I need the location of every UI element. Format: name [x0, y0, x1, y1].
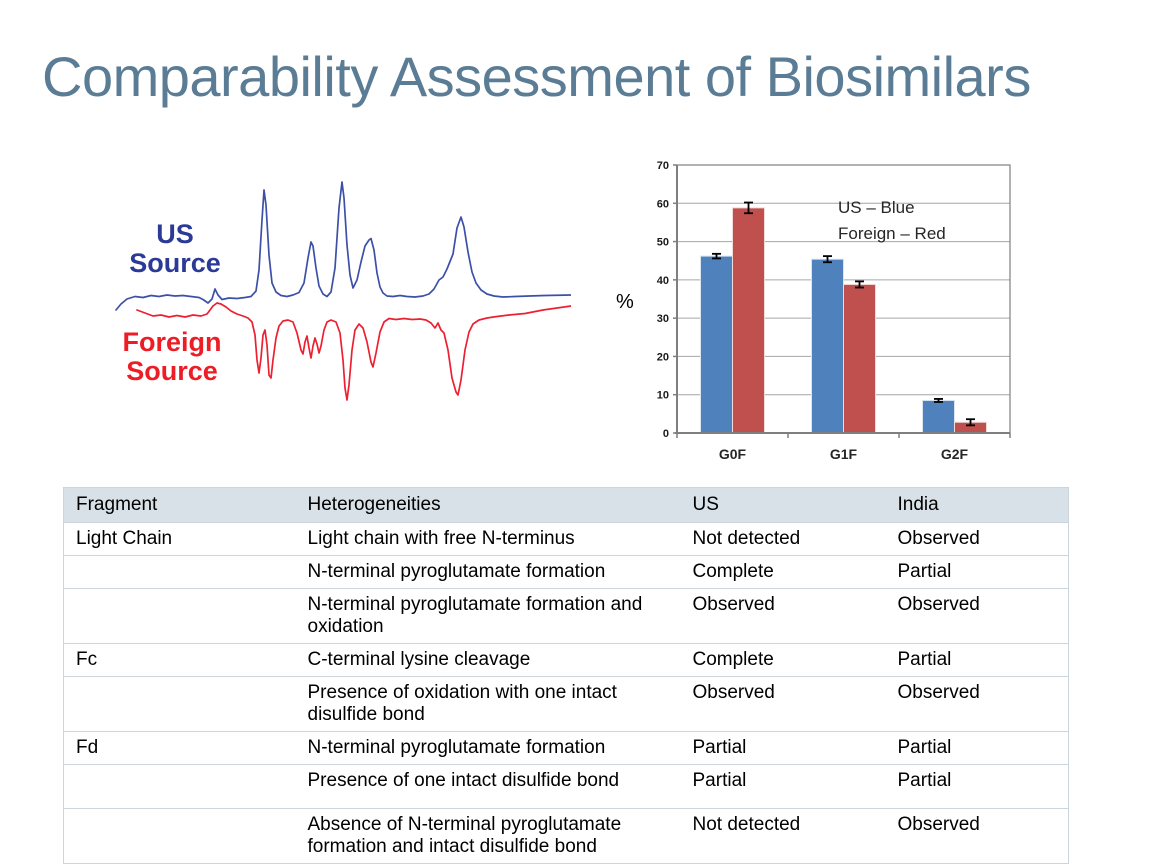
glycan-bar-chart	[612, 150, 1017, 485]
cell-india: Partial	[886, 765, 1069, 809]
cell-fragment	[64, 765, 296, 809]
cell-india: Observed	[886, 523, 1069, 556]
table-row	[64, 765, 1069, 809]
us-source-label	[115, 220, 235, 278]
cell-fragment: Fd	[64, 732, 296, 765]
table-row	[64, 589, 1069, 644]
svg-text:G0F: G0F	[718, 446, 747, 462]
svg-text:30: 30	[656, 313, 669, 326]
page-title: Comparability Assessment of Biosimilars	[42, 45, 1031, 108]
cell-us: Observed	[681, 677, 886, 732]
cell-heterogeneity: Light chain with free N-terminus	[296, 523, 681, 556]
cell-us: Not detected	[681, 809, 886, 864]
svg-text:10: 10	[656, 389, 669, 402]
cell-india: Observed	[886, 589, 1069, 644]
table-row	[64, 732, 1069, 765]
cell-us: Observed	[681, 589, 886, 644]
cell-heterogeneity: N-terminal pyroglutamate formation and oxidation	[296, 589, 681, 644]
cell-india: Partial	[886, 556, 1069, 589]
cell-heterogeneity: Presence of oxidation with one intact disulfide bond	[296, 677, 681, 732]
cell-india: Partial	[886, 644, 1069, 677]
cell-heterogeneity: N-terminal pyroglutamate formation	[296, 732, 681, 765]
cell-heterogeneity: Presence of one intact disulfide bond	[296, 765, 681, 809]
foreign-source-label-line1: Foreign	[122, 327, 222, 357]
cell-us: Partial	[681, 765, 886, 809]
header-us: US	[681, 488, 886, 523]
table-row	[64, 809, 1069, 864]
us-source-label-line1: US	[156, 219, 194, 249]
cell-fragment	[64, 677, 296, 732]
cell-us: Complete	[681, 556, 886, 589]
svg-text:60: 60	[656, 198, 669, 211]
cell-us: Partial	[681, 732, 886, 765]
svg-text:0: 0	[662, 428, 669, 440]
svg-text:US – Blue: US – Blue	[838, 198, 915, 217]
svg-text:70: 70	[656, 160, 669, 172]
cell-india: Observed	[886, 809, 1069, 864]
cell-india: Observed	[886, 677, 1069, 732]
svg-text:G2F: G2F	[940, 446, 969, 462]
bar-chart-canvas	[612, 150, 1017, 485]
header-fragment: Fragment	[64, 488, 296, 523]
cell-india: Partial	[886, 732, 1069, 765]
table-row	[64, 644, 1069, 677]
cell-fragment: Fc	[64, 644, 296, 677]
cell-fragment	[64, 589, 296, 644]
chromatogram-mirror-plot	[113, 170, 571, 420]
cell-fragment	[64, 809, 296, 864]
table-header-row	[64, 488, 1069, 523]
us-source-label-line2: Source	[129, 248, 221, 278]
header-india: India	[886, 488, 1069, 523]
cell-heterogeneity: C-terminal lysine cleavage	[296, 644, 681, 677]
fragment-comparison-table	[63, 487, 1069, 864]
cell-heterogeneity: Absence of N-terminal pyroglutamate formation and intact disulfide bond	[296, 809, 681, 864]
svg-text:%: %	[616, 291, 634, 313]
table-row	[64, 677, 1069, 732]
cell-us: Complete	[681, 644, 886, 677]
header-heterogeneities: Heterogeneities	[296, 488, 681, 523]
cell-fragment	[64, 556, 296, 589]
cell-fragment: Light Chain	[64, 523, 296, 556]
cell-heterogeneity: N-terminal pyroglutamate formation	[296, 556, 681, 589]
foreign-source-label-line2: Source	[126, 356, 218, 386]
svg-text:40: 40	[656, 274, 669, 287]
svg-text:Foreign – Red: Foreign – Red	[838, 224, 946, 243]
foreign-source-label	[113, 328, 231, 386]
table-row	[64, 556, 1069, 589]
svg-text:G1F: G1F	[829, 446, 858, 462]
svg-text:50: 50	[656, 236, 669, 249]
table-row	[64, 523, 1069, 556]
cell-us: Not detected	[681, 523, 886, 556]
svg-text:20: 20	[656, 351, 669, 364]
